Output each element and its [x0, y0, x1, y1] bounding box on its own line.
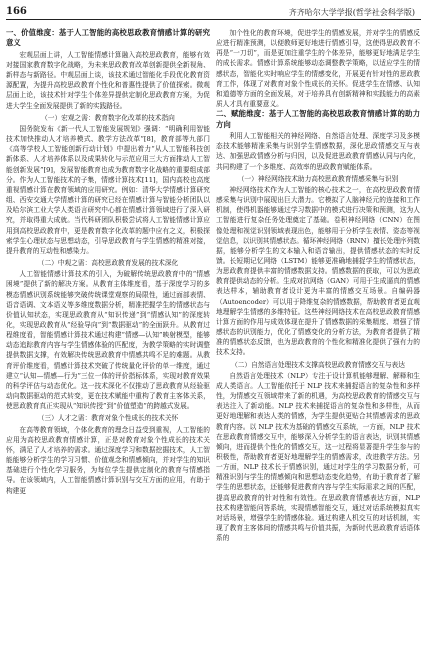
section-heading: 二、赋能维度：基于人工智能的高校思政教育情感计算的助力方向 — [216, 109, 420, 129]
section-heading: 一、价值维度：基于人工智能的高校思政教育情感计算的研究意义 — [6, 28, 210, 48]
body-paragraph: 利用人工智能相关的神经网络、自然语言处理、深度学习及多模态技术能够精准采集与识别学生情感数据，深化思政情感交互与表达、加强思政情感分析与归因，以及促进思政教育情感认同与内化，共同构建了一个多维度、高效率的思政教育赋能体系。 — [216, 132, 420, 171]
left-column — [6, 28, 210, 496]
page-number: 166 — [6, 6, 27, 17]
subsection-heading: （一）神经网络技术助力高校思政教育情感采集与识别 — [237, 174, 399, 183]
body-paragraph: 加个性化的教育环境，促进学生的情感发展，并对学生的情感反应进行精准预测，以便教师更好地进行情感引导，这使得思政教育不再是“一刀切”，而是更加注重学生的个体差异，能够更好地满足学生的成长需求。情感计算系统能够动态调整教学策略，以适应学生的情感状态，智能化实时响应学生的情感变化，开展更有针对性的思政教育工作，体现了对教育对象个性成长的关怀。促进学生在情感、认知和道德等方面的全面发展，对于培养具有创新精神和实践能力的高素质人才具有重要意义。 — [216, 29, 420, 109]
subsection-heading: （一）宏观之需：教育数字化改革的技术指向 — [41, 113, 175, 122]
subsection-heading: （二）中观之需：高校思政教育发展的技术深化 — [37, 258, 179, 267]
body-paragraph: 在高等教育领域，个体化教育的理念日益受到重视，人工智能的应用为高校思政教育情感计算，正是对教育对象个性成长的技术关怀，满足了人才培养的需求。通过深度学习和数据挖掘技术，人工智能能够分析学生的学习习惯、价值观念和情感倾向，并对学生的知识基础进行个性化学习服务，为每位学生提供定制化的教育与情感指导。在该领域内，人工智能情感计算识别与交互方面的应用，有助于构建更 — [6, 425, 210, 495]
body-paragraph: 宏观层面上讲，人工智能情感计算融入高校思政教育，能够有效对接国家教育数字化战略，为未来思政教育改革创新提供全新视角、新样态与新路径。中观层面上谈，该技术通过智能化手段优化教育资源配置，为提升高校思政教育个性化和普惠性提供了价值探索。微观层面上论，该技术针对学生个体差异提供定制化思政教育方案，为促进大学生全面发展提供了新的实践路径。 — [6, 50, 210, 110]
header-rule — [6, 19, 421, 20]
body-paragraph: 国务院发布《新一代人工智能发展规划》强调：“明确利用智能技术加快推动人才培养模式、教学方法改革”[8]，教育部等九部门《高等学校人工智能创新行动计划》中提出着力“从人工智能科技创新体系、人才培养体系以及成果转化与示范应用三大方面推动人工智能创新发展”[9]，发展智能教育也成为教育数字化战略的重要组成部分。作为人工智能技术的子集，情感计算技术[11]，国内高校也高度重视情感计算在教育领域的应用研究。例如：清华大学情感计算研究组、西安交通大学情感计算的研究已经在情感计算与智能分析团队以及哈尔滨工业大学人类语言研究中心都在情感计算领域进行了深入研究，并取得重大成就。当代科研团队积极尝试将人工智能情感计算应用到高校思政教育中，更是教育数字化改革的题中应有之义，积极探索学生心理状态与思想动态，引导思政教育与学生情感的精准对接，提升教育的互动性和感染力。 — [6, 124, 210, 255]
body-paragraph: 神经网络技术作为人工智能的核心技术之一，在高校思政教育情感采集与识别中展现出巨大潜力。它模拟了人脑神经元的连接和工作机制，使得机器能够通过学习数据中的模式进行决策和预测，这为人工智能进行复杂任务处理奠定了基础。卷积神经网络（CNN）在图像处理和视觉识别领域表现出色，能够用于分析学生表情、姿态等视觉信息，以识别其情感状态。循环神经网络（RNN）擅长处理序列数据，能够分析学生的文本输入和语音输出，提供情感状态的实时反馈。长短期记忆网络（LSTM）能够更准确地捕捉学生的情感状态，为思政教育提供丰富的情感数据支持。情感数据的获取，可以为思政教育提供动态的分析。生成对抗网络（GAN）可用于生成逼真的情感表达样本，辅助教育者设计更为丰富的情感交互场景。自编码器（Autoencoder）可以用于降维复杂的情感数据，帮助教育者更直观地理解学生情感的多维特征。这些神经网络技术在高校思政教育情感计算方面的作用与成效体现在提升了情感数据的采集精度、增强了情感状态的识别能力，优化了情感变化的分析方法，为教育者提供了精准的情感状态反馈，也为思政教育的个性化和精准化提供了强有力的技术支持。 — [216, 185, 420, 357]
journal-title: 齐齐哈尔大学学报(哲学社会科学版) — [288, 8, 415, 17]
subsection-heading: （二）自然语言处理技术支撑高校思政教育情感交互与表达 — [231, 360, 405, 369]
subsection-heading: （三）人才之需：教育对象个性成长的技术关怀 — [37, 414, 179, 423]
body-paragraph: 自然语言处理技术（NLP）专注于设计算机能够理解、解释和生成人类语言。人工智能依托于 NLP 技术来捕捉语言的复杂性和多样性，为情感交互领域带来了新的机遇，为高校思政教育的情感交互与表达注入了新动能。NLP 技术来捕捉语言的复杂性和多样性，从而更好地理解和表达人类的情感，为学生提供更贴合其情感需求的思政教育内容。以 NLP 技术为基础的情感交互系统，一方面，NLP 技术在思政教育情感交互中，能够深入分析学生的语言表达，识别其情感倾向，进而提供个性化的情感交互，这一过程将显著提升学生参与的积极性，帮助教育者更好地理解学生的情感需求，改进教学方法。另一方面，NLP 技术长于情感识别，通过对学生的学习数据分析，可精准识别与学生的情感倾向和思想动态变化趋势，有助于教育者了解学生的思想状态，还能够促进教育内容与学生实际需求之间的匹配，提高思政教育的针对性和有效性。在思政教育情感表达方面，NLP 技术构建智能问答系统，实现情感智能交互，通过对话系统模拟真实对话场景，增强学生的情感体验。通过构建人机交互的对话机制，实现了教育主客体间的情感共鸣与价值共振，为新时代思政教育话语体系的 — [216, 371, 420, 543]
body-paragraph: 人工智能情感计算技术的引入，为破解传统思政教育中的“情感困境”提供了新的解决方案。从教育主体维度看，基于深度学习的多模态情感识别系统能够突破传统课堂观察的局限性，通过面部表情、语音语调、文本语义等多维度数据分析，精准把握学生的情感状态与价值认知状态，实现思政教育从“知识传递”到“情感认知”的深度转化，实现思政教育从“经验导向”到“数据驱动”的全面跃升。从教育过程维度看，智能情感计算技术通过构建“情感—认知”映射模型，能够动态追踪教育内容与学生情感体验的匹配度，为教学策略的实时调整提供数据支撑，有效解决传统思政教育中情感共鸣不足的难题。从教育评价维度看，情感计算技术突破了传统量化评价的单一维度，通过建立“认知—情感—行为”三位一体的评价指标体系，实现对教育效果的科学评估与动态优化。这一技术深化不仅推动了思政教育从经验驱动向数据驱动的范式转变，更在技术赋能中重构了教育主客体关系，使思政教育真正实现从“知识传授”到“价值塑造”的跨越式发展。 — [6, 270, 210, 411]
running-header — [6, 4, 421, 18]
right-column — [216, 28, 420, 543]
